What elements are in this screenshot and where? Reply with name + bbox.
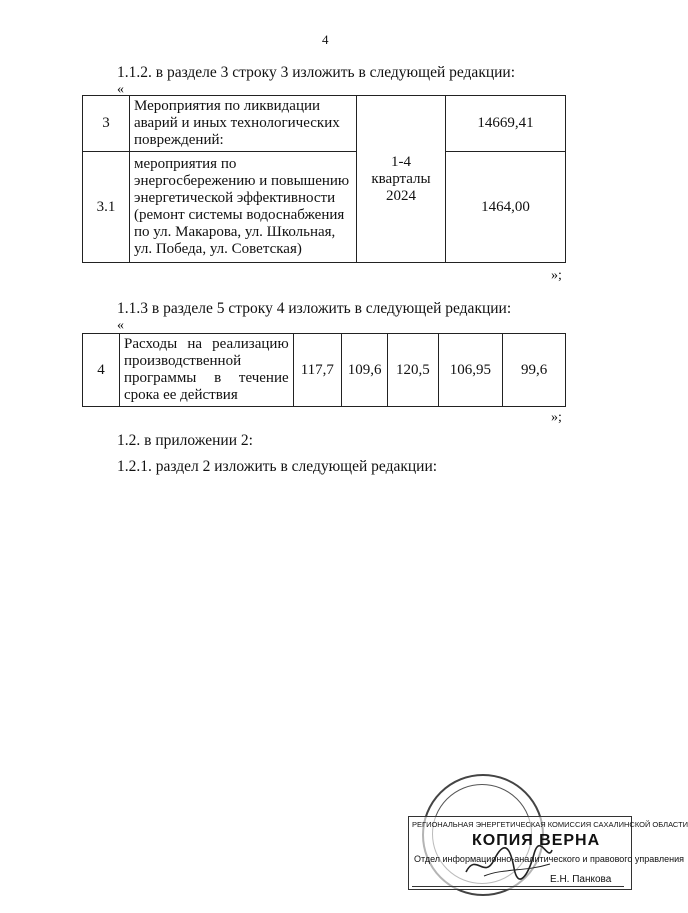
section-1-2-1: 1.2.1. раздел 2 изложить в следующей редакции:	[117, 458, 438, 475]
table-row	[83, 334, 566, 407]
row-value: 117,7	[293, 334, 341, 407]
signature-icon	[464, 842, 554, 882]
certification-stamp	[404, 772, 688, 890]
stamp-title: КОПИЯ ВЕРНА	[472, 832, 601, 849]
open-quote-1: «	[117, 82, 124, 97]
table-section-5	[82, 333, 566, 407]
stamp-signer: Е.Н. Панкова	[550, 874, 612, 885]
table-row	[83, 152, 566, 263]
section-1-1-3-heading: 1.1.3 в разделе 5 строку 4 изложить в следующей редакции:	[117, 300, 512, 317]
row-number: 4	[83, 334, 120, 407]
row-text: Мероприятия по ликвидации аварий и иных технологических повреждений:	[130, 96, 357, 152]
table-row	[83, 96, 566, 152]
stamp-underline	[412, 886, 624, 887]
section-1-2: 1.2. в приложении 2:	[117, 432, 253, 449]
close-quote-1: »;	[551, 268, 562, 283]
open-quote-2: «	[117, 318, 124, 333]
row-value: 99,6	[503, 334, 566, 407]
table-section-3	[82, 95, 566, 263]
row-number: 3.1	[83, 152, 130, 263]
period-cell: 1-4 кварталы 2024	[357, 96, 446, 263]
row-text: Расходы на реализацию производственной программы в течение срока ее действия	[119, 334, 293, 407]
page-number: 4	[322, 32, 329, 47]
row-value: 1464,00	[446, 152, 566, 263]
row-text: мероприятия по энергосбережению и повышению энергетической эффективности (ремонт системы водоснабжения по ул. Макарова, ул. Школьная, ул. Победа, ул. Советская)	[130, 152, 357, 263]
row-value: 109,6	[341, 334, 387, 407]
row-value: 120,5	[388, 334, 438, 407]
close-quote-2: »;	[551, 410, 562, 425]
stamp-dept: Отдел информационно-аналитического и правового управления	[414, 854, 684, 864]
row-value: 14669,41	[446, 96, 566, 152]
section-1-1-2-heading: 1.1.2. в разделе 3 строку 3 изложить в следующей редакции:	[117, 64, 516, 81]
row-number: 3	[83, 96, 130, 152]
row-value: 106,95	[438, 334, 503, 407]
stamp-org: РЕГИОНАЛЬНАЯ ЭНЕРГЕТИЧЕСКАЯ КОМИССИЯ САХАЛИНСКОЙ ОБЛАСТИ	[412, 820, 688, 829]
